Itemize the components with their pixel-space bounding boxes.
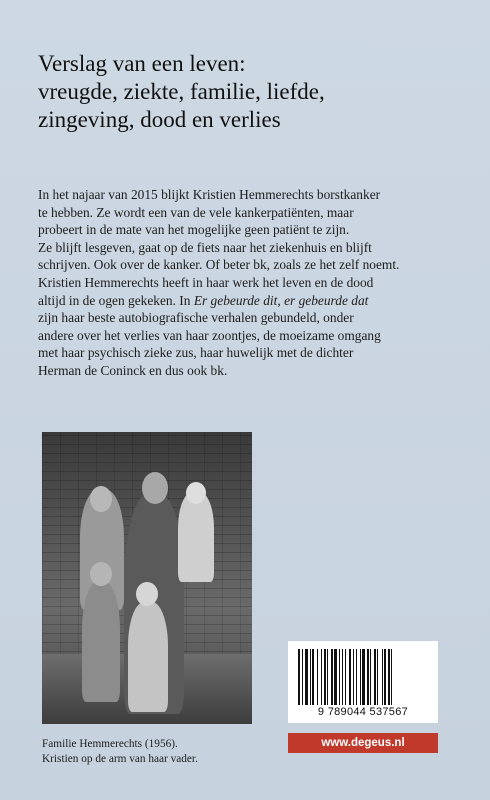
barcode-bar (324, 649, 326, 705)
blurb-line: Kristien Hemmerechts heeft in haar werk het leven en de dood (38, 274, 374, 290)
blurb-line: met haar psychisch zieke zus, haar huwelijk met de dichter (38, 345, 354, 361)
caption-line-2: Kristien op de arm van haar vader. (42, 752, 198, 765)
barcode-bar (356, 649, 357, 705)
barcode-bar (345, 649, 346, 705)
blurb-text-comma: , (277, 292, 285, 308)
barcode-bar (302, 649, 303, 705)
blurb-line: te hebben. Ze wordt een van de vele kankerpatiënten, maar (38, 204, 354, 220)
photo-figure-man-head (142, 472, 168, 504)
barcode-bar (317, 649, 318, 705)
blurb-line: Ze blijft lesgeven, gaat op de fiets naar het ziekenhuis en blijft (38, 239, 372, 255)
barcode-bar (339, 649, 340, 705)
barcode-bar (327, 649, 328, 705)
photo-figure-woman-head (90, 486, 112, 512)
isbn-number: 9 789044 537567 (317, 706, 409, 718)
blurb-line: zijn haar beste autobiografische verhalen gebundeld, onder (38, 310, 354, 326)
barcode-bar (310, 649, 311, 705)
blurb-line: probeert in de mate van het mogelijke geen patiënt te zijn. (38, 222, 350, 238)
headline (38, 50, 458, 134)
photo-figure-baby (178, 492, 214, 582)
barcode-bar (298, 649, 300, 705)
book-title-part-1: Er gebeurde dit (193, 292, 278, 308)
blurb-line: schrijven. Ook over de kanker. Of beter bk, zoals ze het zelf noemt. (38, 257, 400, 273)
barcode-bar (367, 649, 369, 705)
barcode-bar (382, 649, 383, 705)
family-photo (42, 432, 252, 724)
headline-line-1: Verslag van een leven: (38, 51, 246, 76)
caption-line-1: Familie Hemmerechts (1956). (42, 738, 178, 750)
blurb-text-plain: altijd in de ogen gekeken. In (38, 292, 194, 308)
photo-caption (42, 737, 272, 766)
barcode-bar (321, 649, 322, 705)
blurb-line: Herman de Coninck en dus ook bk. (38, 362, 228, 378)
barcode-bar (370, 649, 371, 705)
barcode-bar (391, 649, 392, 705)
photo-figure-boy-head (90, 562, 112, 586)
barcode-bar (362, 649, 365, 705)
barcode-bar (384, 649, 386, 705)
barcode-bar (353, 649, 354, 705)
barcode-bar (360, 649, 361, 705)
photo-figure-boy (82, 582, 120, 702)
barcode-bar (374, 649, 376, 705)
barcode-bar (342, 649, 343, 705)
barcode-bar (331, 649, 333, 705)
blurb-line: In het najaar van 2015 blijkt Kristien Hemmerechts borstkanker (38, 187, 381, 202)
barcode-bar (377, 649, 378, 705)
publisher-website[interactable]: www.degeus.nl (288, 733, 438, 753)
photo-figure-girl-head (136, 582, 158, 606)
blurb-text (38, 186, 463, 380)
barcode-bar (388, 649, 390, 705)
barcode-bar (349, 649, 351, 705)
barcode-bar (305, 649, 308, 705)
barcode-bars (298, 649, 428, 705)
photo-figure-baby-head (186, 482, 206, 504)
barcode-bar (312, 649, 314, 705)
blurb-line (38, 292, 463, 310)
headline-line-3: zingeving, dood en verlies (38, 107, 281, 132)
barcode (288, 641, 438, 723)
book-title-part-2: er gebeurde dat (284, 292, 369, 308)
blurb-line: andere over het verlies van haar zoontjes, de moeizame omgang (38, 327, 381, 343)
photo-figure-girl (128, 602, 168, 712)
barcode-bar (334, 649, 337, 705)
headline-line-2: vreugde, ziekte, familie, liefde, (38, 79, 325, 104)
